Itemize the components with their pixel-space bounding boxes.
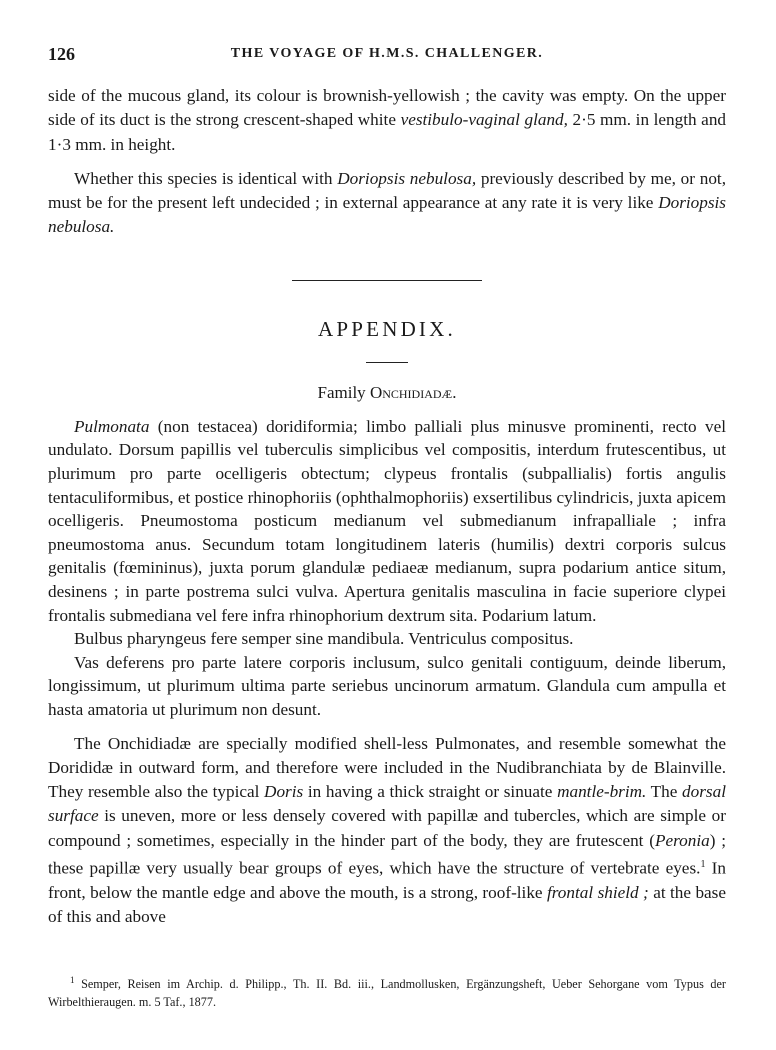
footnote-body: Semper, Reisen im Archip. d. Philipp., Th. II. Bd. iii., Landmollusken, Ergänzungsheft, Ueber Sehorgane vom Typus der Wirbelthieraugen. m. 5 Taf., 1877. <box>48 977 726 1010</box>
footnote <box>48 971 726 1011</box>
paragraph-doriopsis <box>48 167 726 240</box>
running-title: THE VOYAGE OF H.M.S. CHALLENGER. <box>230 46 544 61</box>
text-run: is uneven, more or less densely covered with papillæ and tubercles, which are simple or compound ; sometimes, especially in the hinder part of the body, they are frutescent ( <box>48 806 726 850</box>
italic-term: Doriopsis nebulosa. <box>48 193 726 237</box>
italic-term: Pulmonata <box>74 416 150 436</box>
family-prefix: Family <box>317 382 370 402</box>
page-body <box>48 84 726 930</box>
text-run: Whether this species is identical with <box>74 168 338 188</box>
text-run: The Onchidiadæ are specially modified shell-less Pulmonates, and resemble somewhat the Dorididæ in outward form, and therefore were included in the Nudibranchiata by de Blainville. They resemble also the typical <box>48 733 726 802</box>
footnote-reference[interactable]: 1 <box>700 858 706 870</box>
italic-term: frontal shield ; <box>546 883 649 903</box>
text-run: ) ; these papillæ very usually bear groups of eyes, which have the structure of vertebrate eyes. <box>48 830 726 878</box>
latin-paragraph: Bulbus pharyngeus fere semper sine mandibula. Ventriculus compositus. <box>74 629 574 649</box>
text-run: In front, below the mantle edge and above the mouth, is a strong, roof-like <box>48 858 726 903</box>
section-divider <box>292 280 482 281</box>
latin-paragraph <box>48 415 726 627</box>
latin-diagnosis <box>48 415 726 722</box>
text-run: The <box>646 782 683 802</box>
italic-term: mantle-brim. <box>557 782 647 802</box>
page-number: 126 <box>48 44 75 64</box>
footnote-text <box>48 971 726 1011</box>
text-run: side of the mucous gland, its colour is brownish-yellowish ; the cavity was empty. On the upper side of its duct is the strong crescent-shaped white <box>48 86 726 130</box>
text-run: 2·5 mm. in length and 1·3 mm. in height. <box>48 110 727 154</box>
title-underline <box>366 362 408 363</box>
italic-term: vestibulo-vaginal gland, <box>400 110 568 130</box>
text-run: (non testacea) doridiformia; limbo palliali plus minusve prominenti, recto vel undulato. Dorsum papillis vel tuberculis simplicibus vel compositis, interdum frutescentibus, ut plurimum pro parte ocelligeris obtectum; clypeus frontalis (subpallialis) fortis angulis tentaculiformibus, et postice rhinophoriis (ophthalmophoriis) exsertilibus cylindricis, juxta apicem ocelligeris. Pneumostoma posticum medianum vel submedianum infrapalliale ; infra pneumostoma anus. Secundum totam longitudinem lateris (humilis) dextri corporis sulcus genitalis (fœmininus), juxta porum glandulæ pediaeæ medianum, supra podarium antice situm, desinens ; in parte postrema sulci vulva. Apertura genitalis masculina in facie superiore clypei frontalis submediana vel fere infra rhinophorium dextrum sita. Podarium latum. <box>48 416 726 625</box>
family-name: Onchidiadæ. <box>369 382 457 402</box>
family-heading <box>48 383 726 403</box>
text-run: in having a thick straight or sinuate <box>303 782 558 802</box>
appendix-title: APPENDIX. <box>318 316 456 341</box>
italic-term: Doriopsis nebulosa, <box>337 168 477 188</box>
italic-term: dorsal surface <box>48 782 726 826</box>
italic-term: Peronia <box>654 830 710 850</box>
italic-term: Doris <box>264 782 304 802</box>
latin-paragraph: Vas deferens pro parte latere corporis inclusum, sulco genitali contiguum, deinde liberum, longissimum, ut plurimum ultima parte seriebus uncinorum armatum. Glandula cum ampulla et hasta amatoria ut plurimum non desunt. <box>48 652 726 719</box>
footnote-marker: 1 <box>70 975 75 985</box>
page-header <box>48 44 726 66</box>
paragraph-onchidiadae <box>48 732 726 930</box>
text-run: at the base of this and above <box>48 883 726 927</box>
text-run: previously described by me, or not, must be for the present left undecided ; in external appearance at any rate it is very like <box>48 168 726 213</box>
paragraph-continued <box>48 84 726 157</box>
